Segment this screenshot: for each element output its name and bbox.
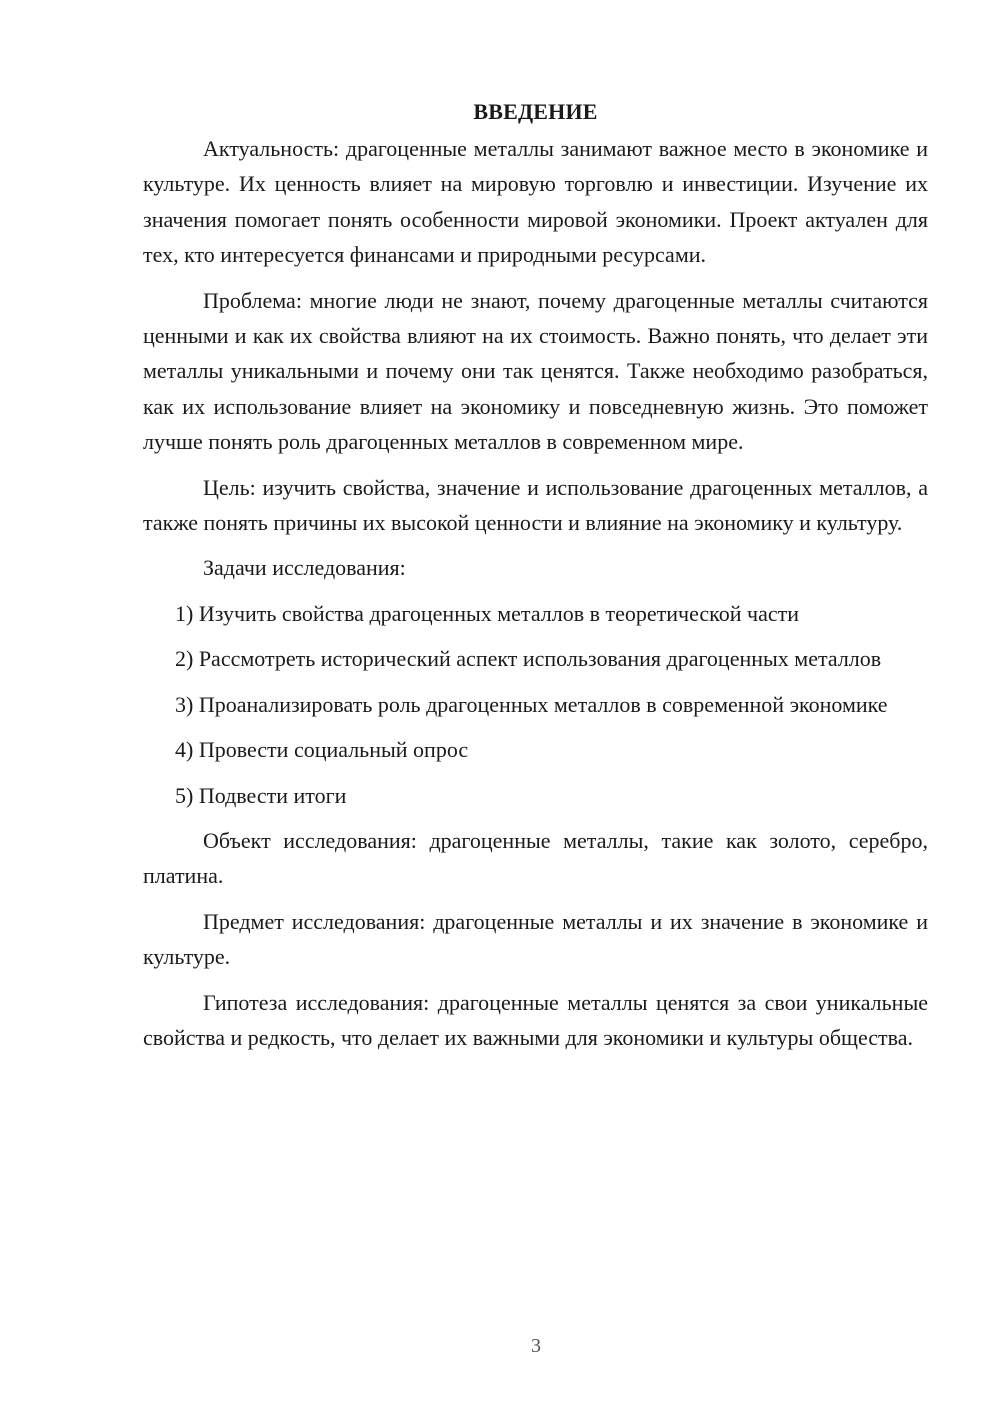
task-item-4: 4) Провести социальный опрос: [175, 737, 469, 763]
page-title: ВВЕДЕНИЕ: [473, 99, 598, 124]
subject-paragraph: Предмет исследования: драгоценные металлы и их значение в экономике и культуре.: [143, 908, 928, 970]
task-item-1: 1) Изучить свойства драгоценных металлов в теоретической части: [175, 600, 800, 626]
hypothesis-paragraph: Гипотеза исследования: драгоценные металлы ценятся за свои уникальные свойства и редкость, что делает их важными для экономики и культуры общества.: [143, 989, 928, 1050]
tasks-heading: Задачи исследования:: [203, 555, 406, 581]
page-number: 3: [531, 1335, 541, 1357]
relevance-paragraph: Актуальность: драгоценные металлы занимают важное место в экономике и культуре. Их ценность влияет на мировую торговлю и инвестиции. Изучение их значения помогает понять особенности мировой экономики. Проект актуален для тех, кто интересуется финансами и природными ресурсами.: [143, 136, 928, 268]
document-body: [143, 94, 928, 1065]
object-paragraph: Объект исследования: драгоценные металлы, такие как золото, серебро, платина.: [143, 827, 928, 889]
task-item-5: 5) Подвести итоги: [175, 782, 347, 808]
goal-paragraph: Цель: изучить свойства, значение и использование драгоценных металлов, а также понять причины их высокой ценности и влияние на экономику и культуру.: [143, 474, 928, 536]
task-item-2: 2) Рассмотреть исторический аспект использования драгоценных металлов: [175, 646, 882, 672]
problem-paragraph: Проблема: многие люди не знают, почему драгоценные металлы считаются ценными и как их свойства влияют на их стоимость. Важно понять, что делает эти металлы уникальными и почему они так ценятся. Также необходимо разобраться, как их использование влияет на экономику и повседневную жизнь. Это поможет лучше понять роль драгоценных металлов в современном мире.: [143, 287, 928, 455]
task-item-3: 3) Проанализировать роль драгоценных металлов в современной экономике: [175, 691, 888, 717]
